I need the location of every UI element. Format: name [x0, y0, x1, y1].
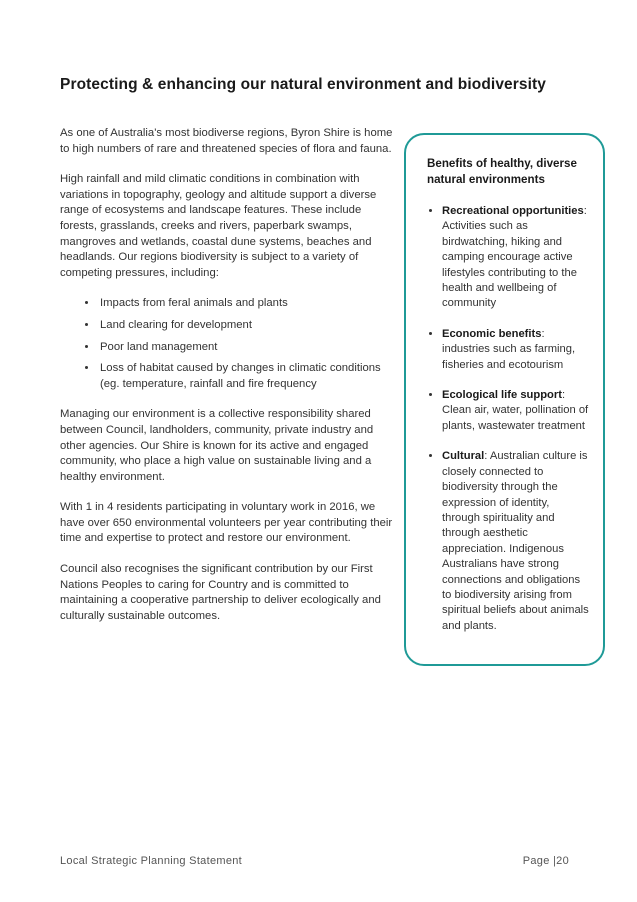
benefit-text: Australian culture is closely connected to biodiversity through the expression of identity, through spirituality and through aesthetic appreciation. Indigenous Australians have strong connections and obligations to biodiversity arising from spiritual beliefs about animals and plants. — [442, 450, 589, 632]
main-text-column — [60, 126, 395, 639]
benefit-separator: : — [484, 450, 490, 463]
responsibility-paragraph: Managing our environment is a collective responsibility shared between Council, landholders, community, private industry and other agencies. Our Shire is known for its active and engaged community, who place a high value on sustainable living and a healthy environment. — [60, 408, 374, 483]
benefit-text: Clean air, water, pollination of plants, wastewater treatment — [442, 404, 589, 432]
benefits-box — [404, 133, 605, 666]
first-nations-paragraph: Council also recognises the significant contribution by our First Nations Peoples to caring for Country and is committed to maintaining a cooperative partnership to deliver ecologically and culturally sustainable outcomes. — [60, 563, 381, 622]
benefit-label: Cultural — [442, 450, 485, 463]
footer-document-name: Local Strategic Planning Statement — [60, 855, 243, 867]
list-item — [442, 388, 589, 434]
list-item: • Poor land management — [98, 340, 395, 356]
benefit-text: industries such as farming, fisheries and ecotourism — [442, 343, 576, 371]
benefit-separator: : — [541, 327, 545, 340]
pressures-list — [60, 296, 395, 392]
benefit-label: Ecological life support — [442, 389, 562, 402]
ecosystems-paragraph: High rainfall and mild climatic conditions in combination with variations in topography, geology and altitude support a diverse range of ecosystems and landscape features. These include forests, grasslands, creeks and rivers, paperbark swamps, mangroves and wetlands, coastal dune systems, beaches and headlands. Our regions biodiversity is subject to a variety of competing pressures, including: — [60, 173, 377, 279]
benefit-separator: : — [583, 205, 587, 217]
benefit-separator: : — [561, 389, 566, 402]
list-item — [442, 449, 589, 634]
list-item: • Impacts from feral animals and plants — [98, 296, 395, 312]
benefit-text: Activities such as birdwatching, hiking and camping encourage active lifestyles contributing to the health and wellbeing of community — [442, 220, 577, 310]
volunteers-paragraph: With 1 in 4 residents participating in voluntary work in 2016, we have over 650 environmental volunteers per year contributing their time and expertise to protect and restore our environment. — [60, 501, 393, 545]
list-item: • Loss of habitat caused by changes in climatic conditions (eg. temperature, rainfall and fire frequency — [98, 361, 395, 392]
footer-page-number: Page |20 — [522, 855, 569, 867]
page-title: Protecting & enhancing our natural environment and biodiversity — [60, 76, 547, 93]
intro-paragraph: As one of Australia's most biodiverse regions, Byron Shire is home to high numbers of rare and threatened species of flora and fauna. — [60, 127, 393, 155]
benefits-box-title: Benefits of healthy, diverse natural environments — [427, 157, 577, 186]
list-item: • Land clearing for development — [98, 318, 395, 334]
benefits-list — [427, 204, 589, 634]
benefit-label: Recreational opportunities — [442, 205, 584, 217]
list-item — [442, 327, 589, 373]
benefit-label: Economic benefits — [442, 327, 542, 340]
list-item — [442, 204, 589, 312]
